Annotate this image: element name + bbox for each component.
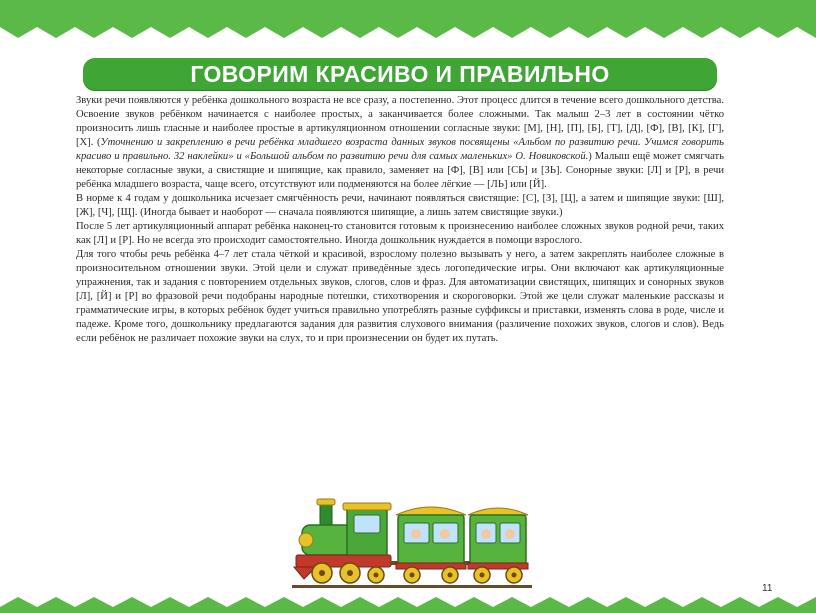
paragraph-2: В норме к 4 годам у дошкольника исчезает смягчённость речи, начинают появляться свистящие: [С], [З], [Ц], а затем и шипящие звуки: [Ш], [Ж], [Ч], [Щ]. (Иногда бывает и наоборот — сначала появляются шипящие, а лишь затем свистящие звуки.) (76, 193, 724, 218)
paragraph-1 (76, 94, 724, 192)
train-illustration (292, 493, 532, 593)
paragraph-1-part-c: ) Малыш ещё может смягчать некоторые согласные звуки, а свистящие и шипящие, как правило, заменяет на [Ф], [В] или [СЬ] и [ЗЬ]. Сонорные звуки: [Л] и [Р], в речи ребёнка младшего возраста, чаще всего, отсутствуют или подменяются на более лёгкие — [ЛЬ] или [Й]. (76, 151, 724, 190)
article-body (76, 94, 724, 346)
bottom-zigzag-border (0, 589, 816, 613)
title-banner (83, 58, 717, 90)
paragraph-4: Для того чтобы речь ребёнка 4–7 лет стала чёткой и красивой, взрослому полезно вызывать у него, а затем закреплять наиболее сложные в произносительном отношении звуки. Этой цели и служат приведённые здесь логопедические игры. Они включают как артикуляционные упражнения, так и задания с повторением отдельных звуков, слогов, слов и фраз. Для автоматизации свистящих, шипящих и сонорных звуков [Л], [Й] и [Р] во фразовой речи подобраны народные потешки, стихотворения и скороговорки. Этой же цели служат маленькие рассказы и грамматические игры, в которых ребёнок будет учиться правильно употреблять разные суффиксы и приставки, изменять слова в роде, числе и падеже. Кроме того, дошкольнику предлагаются задания для развития слухового внимания (различение похожих звуков, слогов и слов). Ведь если ребёнок не различает похожие звуки на слух, то и при произнесении он будет их путать. (76, 249, 724, 344)
paragraph-1-part-a: Звуки речи появляются у ребёнка дошкольного возраста не все сразу, а постепенно. Этот процесс длится в течение всего дошкольного детства. Освоение звуков ребёнком начинается с наиболее простых, а заканчивается более сложными. Так малыш 2–3 лет в состоянии чётко произносить лишь гласные и наиболее простые в артикуляционном отношении согласные звуки: [М], [Н], [П], [Б], [Т], [Д], [Ф], [В], [К], [Г], [Х]. ( (76, 95, 724, 148)
top-zigzag-border (0, 0, 816, 46)
paragraph-1-italic-reference: Уточнению и закреплению в речи ребёнка младшего возраста данных звуков посвящены «Альбом по развитию речи. Учимся говорить красиво и правильно. 32 наклейки» и «Большой альбом по развитию речи для самых маленьких» О. Новиковской. (76, 137, 724, 162)
paragraph-3: После 5 лет артикуляционный аппарат ребёнка наконец-то становится готовым к произнесению наиболее сложных звуков родной речи, таких как [Л] и [Р]. Но не всегда это происходит самостоятельно. Иногда дошкольник нуждается в помощи взрослого. (76, 221, 724, 246)
page-number: 11 (762, 583, 773, 594)
page-title: ГОВОРИМ КРАСИВО И ПРАВИЛЬНО (190, 60, 610, 87)
